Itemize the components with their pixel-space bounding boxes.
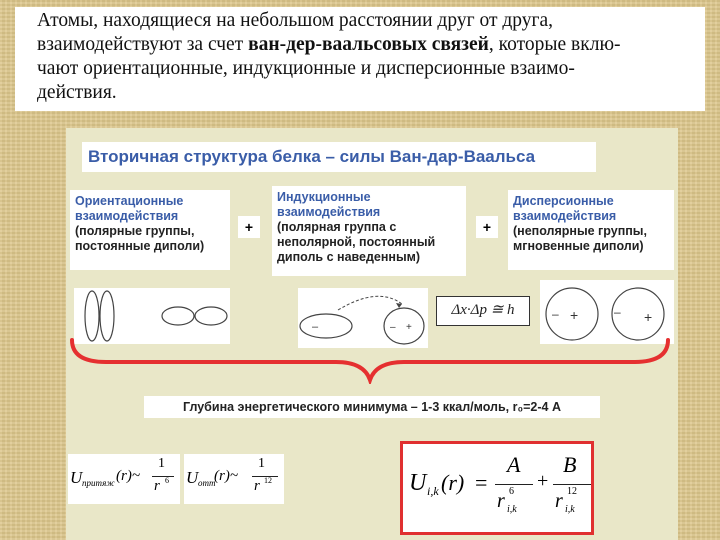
big-exponent-12: 12 [567, 486, 577, 497]
big-subscript-2: i,k [565, 504, 575, 515]
orientation-box [70, 190, 230, 270]
orientation-desc-1: (полярные группы, [75, 224, 195, 238]
attraction-formula [68, 454, 180, 504]
orientation-desc-2: постоянные диполи) [75, 239, 205, 253]
svg-text:–: – [614, 305, 621, 319]
svg-text:–: – [390, 322, 396, 333]
induction-box [272, 186, 466, 276]
induction-desc-1: (полярная группа с [277, 220, 397, 234]
paragraph-line-1: Атомы, находящиеся на небольшом расстоянии друг от друга, [37, 10, 554, 31]
dispersion-box [508, 190, 674, 270]
paragraph-line-4: действия. [37, 82, 117, 103]
induction-desc-3: диполь с наведенным) [277, 250, 421, 264]
dispersion-desc-2: мгновенные диполи) [513, 239, 644, 253]
paragraph [15, 7, 705, 111]
repulsion-subscript: отт [198, 478, 216, 488]
vdw-bonds-term: ван-дер-ваальсовых связей [248, 34, 489, 55]
big-r-denominator-1: r [497, 490, 505, 512]
attraction-exponent: 6 [165, 476, 169, 485]
lennard-jones-formula [400, 441, 594, 535]
dispersion-title-2: взаимодействия [513, 209, 617, 223]
attraction-subscript: притяж [82, 478, 115, 488]
repulsion-U: U [186, 468, 199, 487]
plus-sign-1: + [238, 216, 260, 238]
svg-text:+: + [644, 309, 653, 325]
repulsion-numerator: 1 [258, 456, 265, 471]
induction-title-1: Индукционные [277, 190, 371, 204]
big-of-r: (r) [441, 470, 465, 495]
big-B: B [563, 452, 577, 477]
svg-text:+: + [570, 307, 579, 323]
red-curly-brace [66, 336, 678, 384]
repulsion-exponent: 12 [264, 476, 272, 485]
big-subscript-1: i,k [507, 504, 517, 515]
attraction-fraction-bar [152, 476, 174, 477]
big-fraction-bar-2 [553, 484, 591, 485]
paragraph-line-2-end: , которые вклю- [488, 34, 621, 55]
big-A: A [507, 452, 521, 477]
induction-desc-2: неполярной, постоянный [277, 235, 436, 249]
dispersion-title-1: Дисперсионные [513, 194, 614, 208]
orientation-title-1: Ориентационные [75, 194, 184, 208]
big-U-subscript: i,k [427, 484, 439, 498]
big-equals: = [475, 470, 488, 495]
attraction-r: r [154, 478, 160, 494]
big-r: r [448, 470, 457, 495]
plus-sign-2: + [476, 216, 498, 238]
induction-title-2: взаимодействия [277, 205, 381, 219]
repulsion-of-r: (r)~ [214, 468, 238, 484]
svg-text:+: + [406, 322, 412, 333]
slide-title: Вторичная структура белка – силы Ван-дар-Ваальса [82, 142, 596, 172]
attraction-U: U [70, 468, 83, 487]
dispersion-diagram [540, 280, 674, 344]
energy-minimum-depth: Глубина энергетического минимума – 1-3 ккал/моль, r₀=2-4 А [144, 396, 600, 418]
repulsion-formula [184, 454, 284, 504]
svg-text:–: – [312, 321, 319, 333]
big-U: U [409, 470, 427, 496]
paragraph-line-2 [37, 33, 697, 57]
dispersion-desc-1: (неполярные группы, [513, 224, 647, 238]
paragraph-line-3: чают ориентационные, индукционные и дисперсионные взаимо- [37, 58, 575, 79]
attraction-numerator: 1 [158, 456, 165, 471]
repulsion-r: r [254, 478, 260, 494]
big-plus: + [537, 470, 549, 492]
uncertainty-principle: Δx·Δp ≅ h [436, 296, 530, 326]
svg-text:–: – [552, 307, 559, 321]
instant-dipole-graphic [540, 280, 674, 344]
big-fraction-bar-1 [495, 484, 533, 485]
big-r-denominator-2: r [555, 490, 563, 512]
attraction-of-r: (r)~ [116, 468, 140, 484]
paragraph-line-2-start: взаимодействуют за счет [37, 34, 249, 55]
slide-image [66, 128, 678, 540]
big-exponent-6: 6 [509, 486, 514, 497]
orientation-title-2: взаимодействия [75, 209, 179, 223]
